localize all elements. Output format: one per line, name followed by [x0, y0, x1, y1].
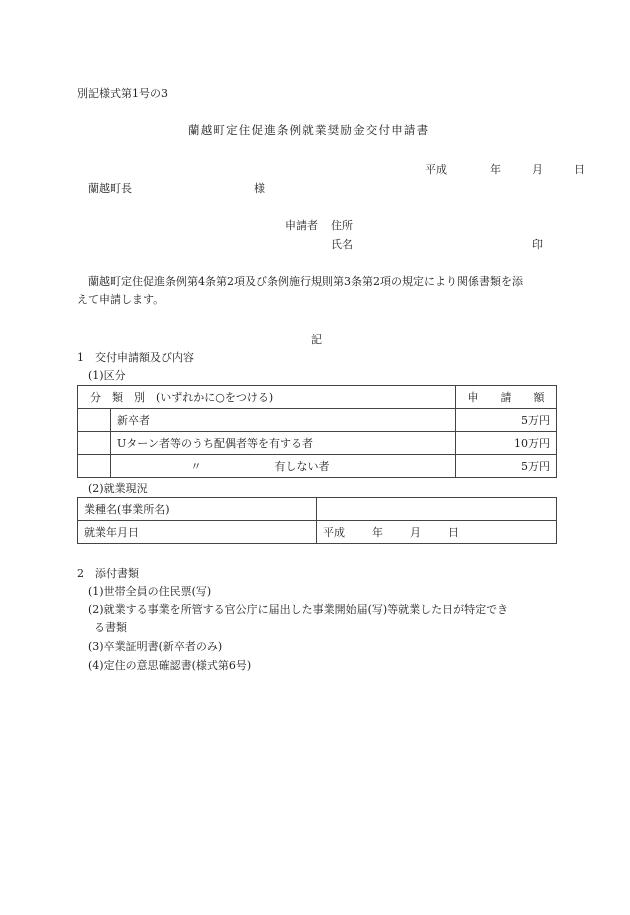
date-year: 年	[490, 163, 501, 176]
work-date-day: 日	[448, 526, 459, 539]
table-row	[78, 521, 557, 544]
attachment-item: (3)卒業証明書(新卒者のみ)	[88, 640, 223, 653]
work-date-value[interactable]	[317, 521, 557, 544]
page-title: 蘭越町定住促進条例就業奨励金交付申請書	[188, 123, 430, 137]
ditto-mark: 〃	[190, 460, 202, 473]
table-row	[78, 432, 557, 455]
circle-cell[interactable]	[78, 432, 111, 455]
row-label: 有しない者	[274, 460, 330, 473]
category-header: 分 類 別 (いずれかに○をつける)	[78, 386, 456, 409]
attachment-item: (1)世帯全員の住民票(写)	[88, 585, 212, 598]
row-amount: 5万円	[456, 455, 557, 478]
seal-mark: 印	[532, 238, 543, 251]
section2-heading: 2 添付書類	[77, 567, 139, 580]
circle-cell[interactable]	[78, 409, 111, 432]
body-line-2: えて申請します。	[77, 293, 165, 306]
table-row	[78, 409, 557, 432]
address-label: 住所	[331, 219, 353, 232]
table-row	[78, 455, 557, 478]
work-table	[77, 497, 557, 544]
attachment-item: (4)定住の意思確認書(様式第6号)	[88, 659, 252, 672]
row-label: 新卒者	[111, 409, 456, 432]
section1-sub2: (2)就業現況	[88, 482, 148, 495]
row-label-ditto	[111, 455, 456, 478]
ki-marker: 記	[311, 333, 322, 346]
work-date-year: 年	[372, 526, 383, 539]
table-header-row	[78, 386, 557, 409]
category-table	[77, 385, 557, 478]
amount-header: 申 請 額	[456, 386, 557, 409]
date-label: 就業年月日	[78, 521, 317, 544]
row-label: Uターン者等のうち配偶者等を有する者	[111, 432, 456, 455]
date-era: 平成	[425, 163, 447, 176]
form-number: 別記様式第1号の3	[77, 87, 168, 100]
circle-cell[interactable]	[78, 455, 111, 478]
date-line	[425, 161, 585, 177]
section1-heading: 1 交付申請額及び内容	[77, 351, 194, 364]
section1-sub1: (1)区分	[88, 369, 126, 382]
attachment-item: (2)就業する事業を所管する官公庁に届出した事業開始届(写)等就業した日が特定でき	[88, 603, 509, 616]
business-value[interactable]	[317, 498, 557, 521]
addressee-name: 蘭越町長	[88, 182, 132, 195]
addressee-honorific: 様	[254, 182, 265, 195]
applicant-label: 申請者	[285, 219, 318, 232]
business-label: 業種名(事業所名)	[78, 498, 317, 521]
body-line-1: 蘭越町定住促進条例第4条第2項及び条例施行規則第3条第2項の規定により関係書類を添	[88, 275, 523, 288]
name-label: 氏名	[331, 238, 353, 251]
date-day: 日	[574, 163, 585, 176]
work-date-month: 月	[410, 526, 421, 539]
row-amount: 10万円	[456, 432, 557, 455]
date-month: 月	[532, 163, 543, 176]
table-row	[78, 498, 557, 521]
row-amount: 5万円	[456, 409, 557, 432]
work-date-era: 平成	[323, 526, 345, 539]
attachment-item: る書類	[94, 621, 127, 634]
